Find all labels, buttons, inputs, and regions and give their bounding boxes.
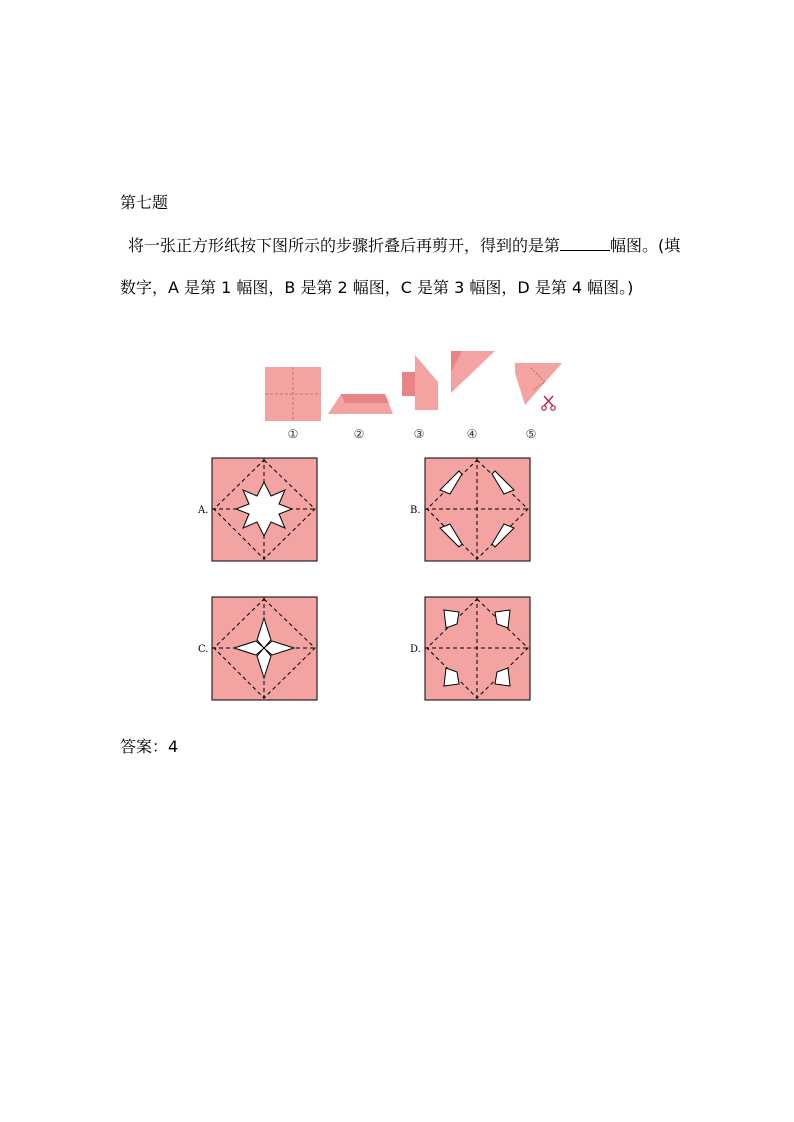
option-c-figure [212,597,317,700]
step2-folded-rect [328,394,393,414]
question-text-before-blank: 将一张正方形纸按下图所示的步骤折叠后再剪开，得到的是第 [128,236,561,255]
option-c-label: C. [198,644,209,655]
option-d-label: D. [410,644,421,655]
option-a-figure [212,458,317,561]
question-text-line2: 数字，A 是第 1 幅图，B 是第 2 幅图，C 是第 3 幅图，D 是第 4 幅图。) [120,278,634,297]
option-a-label: A. [198,505,209,516]
step-label-5: ⑤ [525,427,537,441]
step5-triangle-cut [515,363,562,405]
option-d-figure [425,597,530,700]
question-title: 第七题 [120,193,169,212]
step1-square [265,367,321,421]
question-text-after-blank: 幅图。(填 [610,236,681,255]
option-b-label: B. [410,505,421,516]
option-b-figure [425,458,530,561]
step-label-4: ④ [466,427,478,441]
step4-triangle [451,351,495,393]
step-label-1: ① [287,427,299,441]
step-label-3: ③ [413,427,425,441]
step3-folded-square [402,355,438,410]
step-label-2: ② [353,427,365,441]
scissors-icon [542,396,555,410]
answer-text: 答案：4 [120,737,179,756]
